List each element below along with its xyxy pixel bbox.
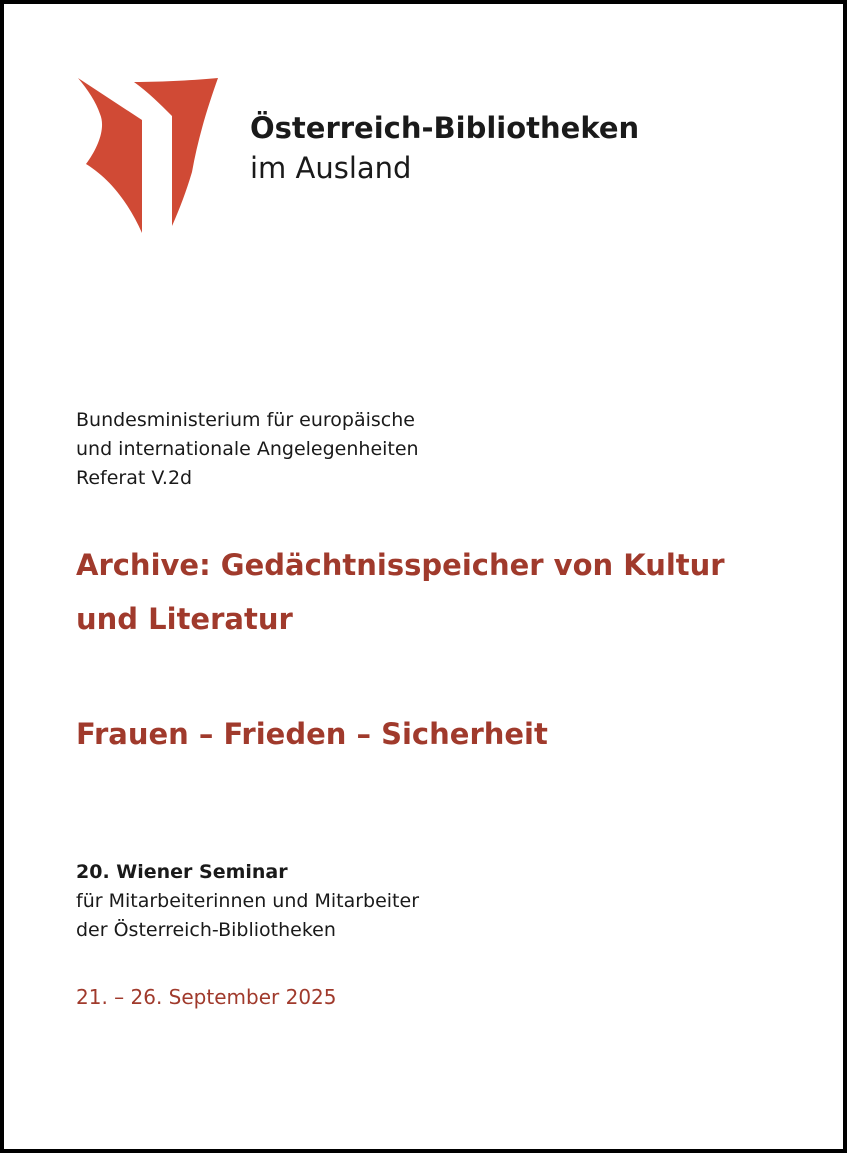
title-line-1: Archive: Gedächtnisspeicher von Kultur <box>76 548 725 582</box>
title-line-2: und Literatur <box>76 602 293 636</box>
organization-title <box>250 108 639 188</box>
event-date: 21. – 26. September 2025 <box>76 985 337 1009</box>
ministry-block <box>76 406 419 493</box>
org-subtitle: im Ausland <box>250 151 412 185</box>
seminar-heading: 20. Wiener Seminar <box>76 861 288 883</box>
document-subtitle: Frauen – Frieden – Sicherheit <box>76 717 548 751</box>
org-name: Österreich-Bibliotheken <box>250 111 640 145</box>
ministry-line-2: und internationale Angelegenheiten <box>76 438 419 460</box>
seminar-line-1: für Mitarbeiterinnen und Mitarbeiter <box>76 890 420 912</box>
logo-left-page <box>78 78 142 233</box>
seminar-line-2: der Österreich-Bibliotheken <box>76 919 336 941</box>
seminar-block <box>76 858 419 945</box>
document-title <box>76 538 796 646</box>
ministry-line-1: Bundesministerium für europäische <box>76 409 415 431</box>
logo-right-page <box>134 78 218 226</box>
ministry-line-3: Referat V.2d <box>76 467 193 489</box>
book-pages-logo-icon <box>76 76 220 234</box>
